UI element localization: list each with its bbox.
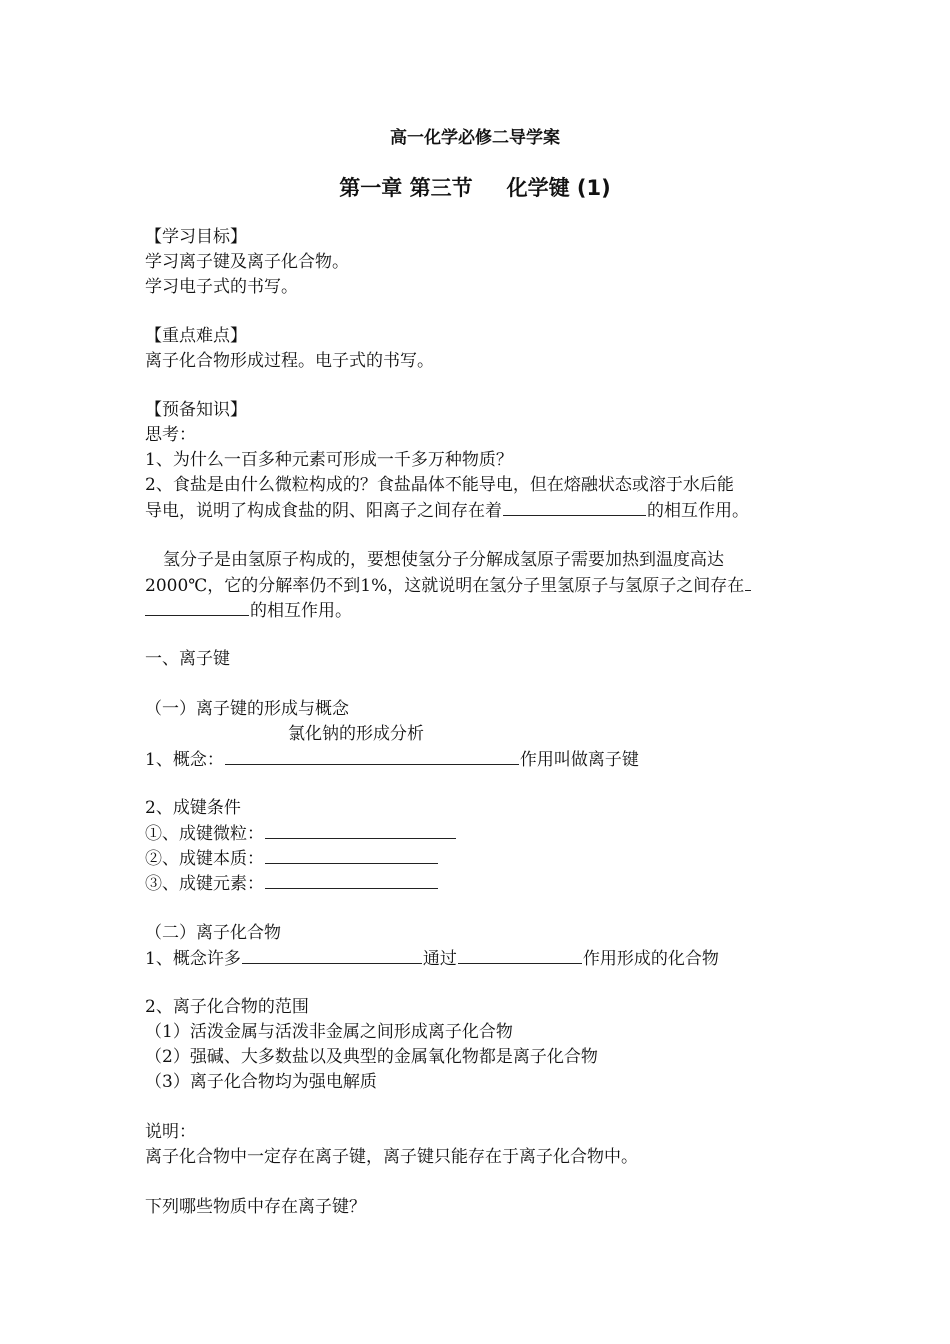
conditions-heading: 2、成键条件 — [145, 798, 241, 818]
fill-blank[interactable] — [242, 946, 422, 964]
hydrogen-line1: 氢分子是由氢原子构成的，要想使氢分子分解成氢原子需要加热到温度高达 — [163, 550, 724, 570]
chapter-label: 第一章 第三节 — [339, 176, 473, 200]
topic-label: 化学键 (1) — [506, 176, 611, 200]
concept-line: 1、概念： 作用叫做离子键 — [145, 747, 639, 771]
exercise-question: 下列哪些物质中存在离子键？ — [145, 1197, 366, 1217]
compound-concept-line: 1、概念许多 通过 作用形成的化合物 — [145, 946, 719, 970]
sub2-heading: （二）离子化合物 — [145, 923, 281, 943]
prep-heading: 【预备知识】 — [145, 400, 247, 420]
fill-blank[interactable] — [225, 747, 519, 765]
doc-title: 高一化学必修二导学案 — [390, 128, 560, 148]
goals-heading: 【学习目标】 — [145, 227, 247, 247]
hydrogen-line2: 2000℃，它的分解率仍不到1%，这就说明在氢分子里氢原子与氢原子之间存在 — [145, 573, 752, 597]
fill-blank[interactable] — [265, 871, 438, 889]
fill-blank[interactable] — [458, 946, 582, 964]
scope-item: （3）离子化合物均为强电解质 — [145, 1072, 377, 1092]
think-label: 思考： — [145, 425, 196, 445]
scope-heading: 2、离子化合物的范围 — [145, 997, 309, 1017]
section-title — [0, 172, 950, 202]
key-points-heading: 【重点难点】 — [145, 326, 247, 346]
section1-heading: 一、离子键 — [145, 649, 230, 669]
goal-item: 学习离子键及离子化合物。 — [145, 252, 349, 272]
nacl-analysis: 氯化钠的形成分析 — [288, 724, 424, 744]
fill-blank[interactable] — [503, 498, 646, 516]
fill-blank[interactable] — [265, 846, 438, 864]
key-points-text: 离子化合物形成过程。电子式的书写。 — [145, 351, 434, 371]
note-heading: 说明： — [145, 1122, 196, 1142]
fill-blank[interactable] — [145, 598, 249, 616]
fill-blank[interactable] — [265, 821, 456, 839]
note-text: 离子化合物中一定存在离子键，离子键只能存在于离子化合物中。 — [145, 1147, 638, 1167]
condition-item: ②、成键本质： — [145, 846, 439, 870]
scope-item: （1）活泼金属与活泼非金属之间形成离子化合物 — [145, 1022, 513, 1042]
scope-item: （2）强碱、大多数盐以及典型的金属氧化物都是离子化合物 — [145, 1047, 598, 1067]
condition-item: ③、成键元素： — [145, 871, 439, 895]
hydrogen-line3: 的相互作用。 — [145, 598, 352, 622]
condition-item: ①、成键微粒： — [145, 821, 457, 845]
sub1-heading: （一）离子键的形成与概念 — [145, 699, 349, 719]
question-2-line1: 2、食盐是由什么微粒构成的？食盐晶体不能导电，但在熔融状态或溶于水后能 — [145, 475, 734, 495]
fill-blank[interactable] — [745, 573, 751, 591]
goal-item: 学习电子式的书写。 — [145, 277, 298, 297]
question-1: 1、为什么一百多种元素可形成一千多万种物质？ — [145, 450, 513, 470]
question-2-line2: 导电，说明了构成食盐的阴、阳离子之间存在着 的相互作用。 — [145, 498, 749, 522]
